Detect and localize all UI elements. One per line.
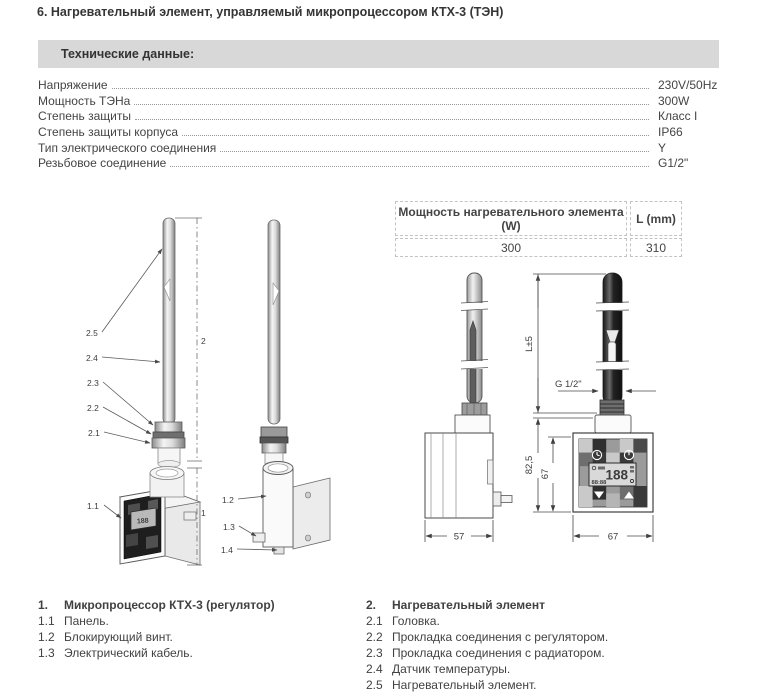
technical-specs-list xyxy=(38,78,745,172)
dim-label-length: L±5 xyxy=(524,336,535,352)
callout-label-1-3: 1.3 xyxy=(223,522,235,532)
callout-label-1-1: 1.1 xyxy=(87,501,99,511)
cable-outlet-view2 xyxy=(253,533,265,542)
legend-item: 2.3 Прокладка соединения с радиатором. xyxy=(366,645,605,660)
callout-label-1-2: 1.2 xyxy=(222,495,234,505)
regulator-box-view1 xyxy=(120,467,200,566)
spec-label: Напряжение xyxy=(38,78,108,92)
cable-gland-view1 xyxy=(184,512,196,520)
callout-label-2-4: 2.4 xyxy=(86,353,98,363)
spec-value: G1/2" xyxy=(658,156,689,171)
spec-label: Степень защиты xyxy=(38,109,131,124)
dot-leader xyxy=(182,134,649,136)
dot-leader xyxy=(220,150,649,152)
table-header-power: Мощность нагревательного элемента (W) xyxy=(395,201,627,236)
legend-item: 2.1 Головка. xyxy=(366,613,440,628)
dim-label-element: 2 xyxy=(201,336,206,346)
lcd-display xyxy=(589,463,636,486)
spec-row xyxy=(38,78,745,94)
spec-row xyxy=(38,141,745,157)
legend-title: Нагревательный элемент xyxy=(392,598,545,612)
dot-leader xyxy=(134,103,649,105)
dim-label-regulator: 1 xyxy=(201,508,206,518)
spec-value: Класс I xyxy=(658,109,698,124)
spec-value: 230V/50Hz xyxy=(658,78,718,92)
dot-leader xyxy=(170,165,649,167)
table-header-length: L (mm) xyxy=(630,201,682,236)
page-title: 6. Нагревательный элемент, управляемый микропроцессором КТХ-3 (ТЭН) xyxy=(37,5,504,19)
dim-label-height-total: 82,5 xyxy=(524,455,535,475)
locking-screw-view2 xyxy=(274,547,284,554)
dim-label-thread: G 1/2" xyxy=(555,379,582,390)
holder-bracket-view2 xyxy=(253,462,330,555)
dim-label-width-front: 67 xyxy=(607,531,619,543)
lcd-time: 88:88 xyxy=(591,480,607,486)
svg-text:188: 188 xyxy=(136,517,149,526)
legend-title-row xyxy=(38,598,348,614)
legend-item: 1.1 Панель. xyxy=(38,613,109,628)
legend-item: 2.2 Прокладка соединения с регулятором. xyxy=(366,629,609,644)
legend-regulator xyxy=(38,598,348,662)
section-header-bar: Технические данные: xyxy=(38,40,719,68)
spec-label: Степень защиты корпуса xyxy=(38,124,179,139)
callout-label-2-3: 2.3 xyxy=(87,378,99,388)
legend-item: 2.4 Датчик температуры. xyxy=(366,661,511,676)
dot-leader xyxy=(112,87,649,89)
lcd-temperature: 188 xyxy=(605,467,628,483)
callout-label-2-1: 2.1 xyxy=(88,428,100,438)
callout-label-2-2: 2.2 xyxy=(87,403,99,413)
spec-label: Мощность ТЭНа xyxy=(38,93,131,108)
spec-label: Резьбовое соединение xyxy=(38,156,167,171)
spec-row xyxy=(38,94,745,110)
assembly-drawing xyxy=(60,205,350,575)
legend-item: 1.2 Блокирующий винт. xyxy=(38,629,173,644)
dimension-drawing xyxy=(400,258,730,548)
legend-title-row xyxy=(366,598,746,614)
legend-item: 1.3 Электрический кабель. xyxy=(38,645,193,660)
power-length-table xyxy=(392,199,685,259)
legend-number: 2. xyxy=(366,598,377,612)
spec-row xyxy=(38,156,745,172)
spec-row xyxy=(38,109,745,125)
legend-number: 1. xyxy=(38,598,49,612)
spec-label: Тип электрического соединения xyxy=(38,140,217,155)
legend-title: Микропроцессор КТХ-3 (регулятор) xyxy=(64,598,275,612)
dot-leader xyxy=(135,118,649,120)
spec-value: Y xyxy=(658,140,667,155)
spec-row xyxy=(38,125,745,141)
table-cell-power: 300 xyxy=(395,238,627,257)
table-cell-length: 310 xyxy=(630,238,682,257)
dim-label-width-side: 57 xyxy=(453,531,465,543)
spec-value: 300W xyxy=(658,93,690,108)
dim-label-height-panel: 67 xyxy=(540,468,551,480)
heating-element-rod-view2 xyxy=(260,220,288,468)
callout-label-2-5: 2.5 xyxy=(86,328,98,338)
spec-value: IP66 xyxy=(658,124,683,139)
cable-gland-side xyxy=(501,496,512,503)
legend-item: 2.5 Нагревательный элемент. xyxy=(366,677,537,692)
legend-heater xyxy=(366,598,746,693)
front-view xyxy=(573,273,653,512)
side-view xyxy=(425,273,512,518)
callout-label-1-4: 1.4 xyxy=(221,545,233,555)
